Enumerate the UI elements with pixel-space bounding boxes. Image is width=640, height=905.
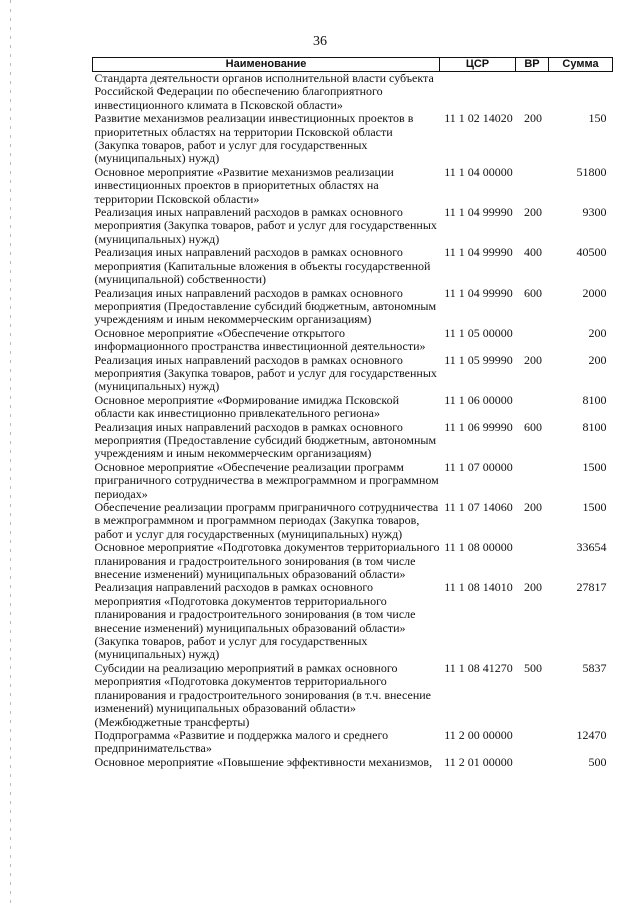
table-row	[93, 581, 613, 661]
cell-vr	[516, 72, 549, 113]
cell-csr: 11 2 01 00000	[444, 754, 513, 769]
table-row	[93, 354, 613, 394]
cell-sum: 27817	[576, 580, 607, 595]
cell-csr: 11 1 05 99990	[444, 352, 513, 367]
table-row	[93, 287, 613, 327]
cell-csr: 11 1 08 41270	[444, 660, 513, 675]
cell-vr	[516, 541, 549, 581]
budget-table	[92, 57, 613, 769]
cell-sum: 5837	[582, 660, 607, 675]
cell-name: Обеспечение реализации программ приграничного сотрудничества в межпрограммном и программном периодах (Закупка товаров, работ и услуг для государственных (муниципальных) нужд)	[94, 500, 439, 541]
cell-sum: 200	[588, 325, 607, 340]
cell-name: Основное мероприятие «Формирование имиджа Псковской области как инвестиционно привлекательного региона»	[94, 392, 400, 421]
table-row	[93, 729, 613, 756]
cell-name: Основное мероприятие «Повышение эффективности механизмов,	[94, 754, 433, 769]
cell-vr	[516, 327, 549, 354]
table-row	[93, 112, 613, 166]
cell-vr: 600	[524, 419, 542, 434]
table-row	[93, 72, 613, 113]
cell-csr: 11 1 02 14020	[444, 111, 513, 126]
header-name: Наименование	[93, 58, 440, 72]
cell-sum: 150	[588, 111, 607, 126]
table-row	[93, 421, 613, 461]
cell-name: Подпрограмма «Развитие и поддержка малого и среднего предпринимательства»	[94, 727, 389, 756]
cell-sum: 9300	[582, 205, 607, 220]
cell-sum: 8100	[582, 392, 607, 407]
table-row	[93, 246, 613, 286]
cell-sum: 51800	[576, 164, 607, 179]
cell-csr: 11 1 07 00000	[444, 459, 513, 474]
cell-sum: 1500	[582, 459, 607, 474]
cell-name: Основное мероприятие «Развитие механизмов реализации инвестиционных проектов в приоритетных областях на территории Псковской области»	[94, 164, 394, 206]
table-body	[93, 72, 613, 770]
cell-csr: 11 1 06 99990	[444, 419, 513, 434]
cell-sum: 33654	[576, 540, 607, 555]
cell-csr: 11 1 05 00000	[444, 325, 513, 340]
table-row	[93, 166, 613, 206]
cell-name: Основное мероприятие «Подготовка документов территориального планирования и градостроительного зонирования (в том числе внесение изменений) муниципальных образований области»	[94, 540, 440, 582]
table-header-row	[93, 58, 613, 72]
cell-vr: 200	[524, 205, 542, 220]
cell-vr: 200	[524, 580, 542, 595]
cell-name: Стандарта деятельности органов исполнительной власти субъекта Российской Федерации по обеспечению благоприятного инвестиционного климата в Псковской области»	[94, 71, 434, 112]
cell-name: Субсидии на реализацию мероприятий в рамках основного мероприятия «Подготовка документов территориального планирования и градостроительного зонирования (в т.ч. внесение изменений) муниципальных образований области» (Межбюджетные трансферты)	[94, 660, 431, 729]
cell-name: Реализация направлений расходов в рамках основного мероприятия «Подготовка документов территориального планирования и градостроительного зонирования (в том числе внесение изменений) муниципальных образований области» (Закупка товаров, работ и услуг для государственных (муниципальных) нужд)	[94, 580, 416, 662]
table-row	[93, 461, 613, 501]
cell-csr: 11 2 00 00000	[444, 727, 513, 742]
header-vr: ВР	[516, 58, 549, 72]
cell-vr	[516, 394, 549, 421]
cell-name: Реализация иных направлений расходов в рамках основного мероприятия (Предоставление субсидий бюджетным, автономным учреждениям и иным некоммерческим организациям)	[94, 419, 437, 461]
table-row	[93, 394, 613, 421]
cell-name: Реализация иных направлений расходов в рамках основного мероприятия (Предоставление субсидий бюджетным, автономным учреждениям и иным некоммерческим организациям)	[94, 285, 437, 327]
cell-vr: 500	[524, 660, 542, 675]
cell-vr: 400	[524, 245, 542, 260]
cell-vr	[516, 756, 549, 769]
cell-name: Реализация иных направлений расходов в рамках основного мероприятия (Закупка товаров, работ и услуг для государственных (муниципальных) нужд)	[94, 352, 437, 394]
header-sum: Сумма	[549, 58, 613, 72]
cell-vr	[516, 729, 549, 756]
table-row	[93, 206, 613, 246]
cell-csr: 11 1 04 99990	[444, 285, 513, 300]
cell-name: Основное мероприятие «Обеспечение реализации программ приграничного сотрудничества в межпрограммном и программном периодах»	[94, 459, 439, 501]
cell-sum: 500	[588, 754, 607, 769]
cell-sum: 2000	[582, 285, 607, 300]
cell-vr	[516, 461, 549, 501]
cell-csr: 11 1 06 00000	[444, 392, 513, 407]
table-row	[93, 327, 613, 354]
cell-vr: 200	[524, 111, 542, 126]
cell-name: Основное мероприятие «Обеспечение открытого информационного пространства инвестиционной деятельности»	[94, 325, 426, 354]
cell-vr: 600	[524, 285, 542, 300]
cell-sum: 12470	[576, 727, 607, 742]
cell-csr: 11 1 04 99990	[444, 245, 513, 260]
header-csr: ЦСР	[440, 58, 516, 72]
cell-sum	[549, 72, 613, 113]
cell-csr: 11 1 04 00000	[444, 164, 513, 179]
cell-name: Реализация иных направлений расходов в рамках основного мероприятия (Капитальные вложения в объекты государственной (муниципальной) собственности)	[94, 245, 431, 287]
page-number: 36	[313, 34, 327, 49]
cell-vr	[516, 166, 549, 206]
cell-csr: 11 1 08 00000	[444, 540, 513, 555]
cell-sum: 200	[588, 352, 607, 367]
cell-csr: 11 1 08 14010	[444, 580, 513, 595]
cell-vr: 200	[524, 352, 542, 367]
cell-csr	[440, 72, 516, 113]
table-row	[93, 501, 613, 541]
cell-name: Развитие механизмов реализации инвестиционных проектов в приоритетных областях на территории Псковской области (Закупка товаров, работ и услуг для государственных (муниципальных) нужд)	[94, 111, 414, 166]
table-row	[93, 541, 613, 581]
cell-sum: 8100	[582, 419, 607, 434]
cell-vr: 200	[524, 500, 542, 514]
cell-csr: 11 1 07 14060	[444, 500, 513, 514]
cell-sum: 1500	[582, 500, 607, 514]
table-row	[93, 662, 613, 729]
cell-name: Реализация иных направлений расходов в рамках основного мероприятия (Закупка товаров, работ и услуг для государственных (муниципальных) нужд)	[94, 205, 437, 246]
scan-margin-line	[10, 0, 11, 905]
cell-sum: 40500	[576, 245, 607, 260]
table-row	[93, 756, 613, 769]
cell-csr: 11 1 04 99990	[444, 205, 513, 220]
